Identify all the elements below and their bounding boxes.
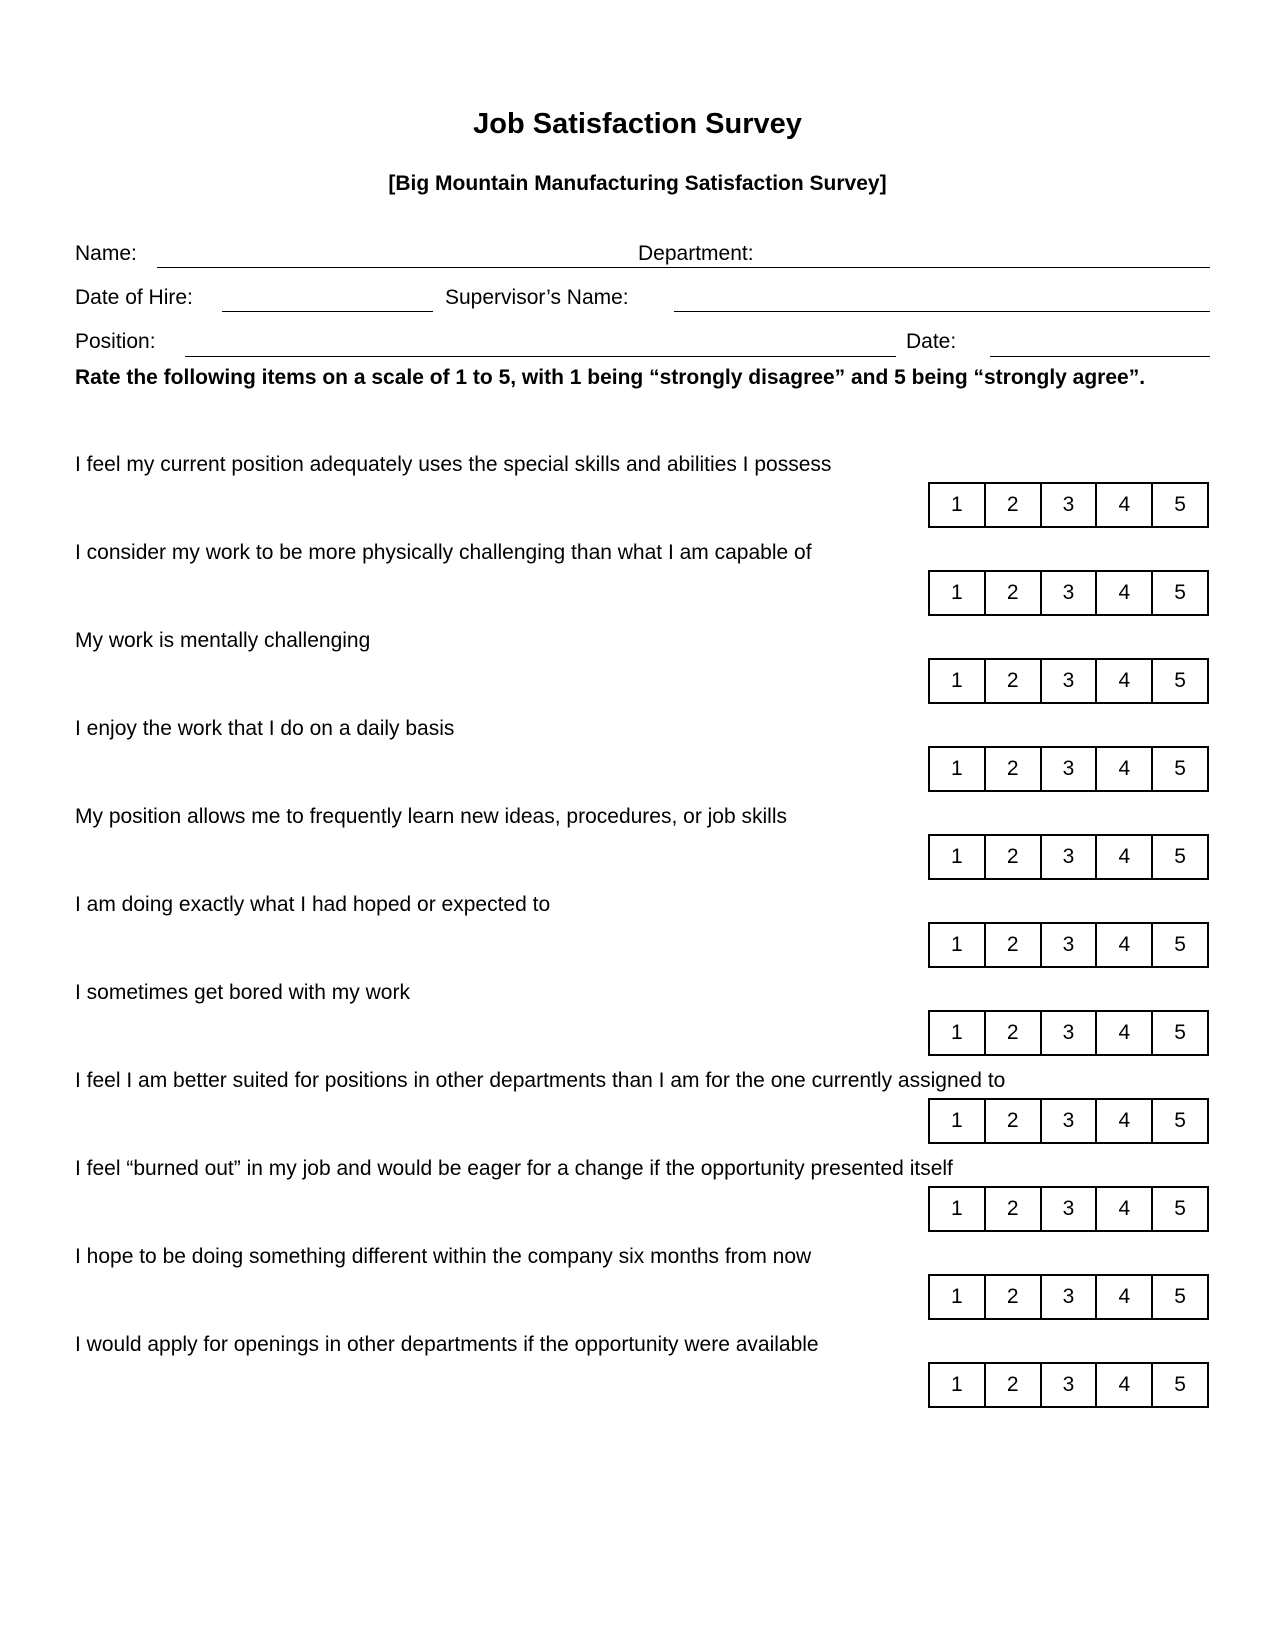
rating-option-5[interactable]: 5 <box>1151 1364 1207 1406</box>
rating-option-5[interactable]: 5 <box>1151 924 1207 966</box>
rating-option-1[interactable]: 1 <box>951 669 963 692</box>
rating-option-2[interactable]: 2 <box>984 660 1040 702</box>
rating-scale <box>928 1010 1209 1056</box>
rating-scale <box>928 746 1209 792</box>
rating-option-2[interactable]: 2 <box>984 748 1040 790</box>
rating-option-1[interactable]: 1 <box>951 1109 963 1132</box>
rating-option-5[interactable]: 5 <box>1151 1012 1207 1054</box>
rating-option-5[interactable]: 5 <box>1151 748 1207 790</box>
rating-option-4[interactable]: 4 <box>1095 1100 1151 1142</box>
supervisor-line[interactable] <box>674 311 1210 312</box>
rating-option-4[interactable]: 4 <box>1095 836 1151 878</box>
rating-option-4[interactable]: 4 <box>1095 1188 1151 1230</box>
rating-option-3[interactable]: 3 <box>1040 1276 1096 1318</box>
rating-option-4[interactable]: 4 <box>1095 1276 1151 1318</box>
rating-option-2[interactable]: 2 <box>984 484 1040 526</box>
rating-option-3[interactable]: 3 <box>1040 836 1096 878</box>
rating-scale <box>928 1362 1209 1408</box>
rating-scale <box>928 1098 1209 1144</box>
rating-scale <box>928 482 1209 528</box>
rating-option-3[interactable]: 3 <box>1040 484 1096 526</box>
rating-option-2[interactable]: 2 <box>984 1100 1040 1142</box>
question-text: I consider my work to be more physically challenging than what I am capable of <box>75 541 812 564</box>
rating-option-1[interactable]: 1 <box>951 845 963 868</box>
position-line[interactable] <box>185 356 896 357</box>
rating-option-5[interactable]: 5 <box>1151 660 1207 702</box>
rating-option-4[interactable]: 4 <box>1095 484 1151 526</box>
rating-option-5[interactable]: 5 <box>1151 1276 1207 1318</box>
rating-option-4[interactable]: 4 <box>1095 748 1151 790</box>
rating-scale <box>928 570 1209 616</box>
department-label: Department: <box>638 242 754 265</box>
rating-option-4[interactable]: 4 <box>1095 572 1151 614</box>
question-text: I sometimes get bored with my work <box>75 981 410 1004</box>
rating-option-5[interactable]: 5 <box>1151 836 1207 878</box>
question-text: I am doing exactly what I had hoped or expected to <box>75 893 551 916</box>
rating-option-2[interactable]: 2 <box>984 1276 1040 1318</box>
rating-option-2[interactable]: 2 <box>984 1012 1040 1054</box>
rating-scale <box>928 1274 1209 1320</box>
rating-option-4[interactable]: 4 <box>1095 660 1151 702</box>
rating-option-3[interactable]: 3 <box>1040 572 1096 614</box>
rating-option-5[interactable]: 5 <box>1151 484 1207 526</box>
supervisor-label: Supervisor’s Name: <box>445 286 629 309</box>
rating-option-3[interactable]: 3 <box>1040 924 1096 966</box>
date-of-hire-label: Date of Hire: <box>75 286 193 309</box>
rating-option-2[interactable]: 2 <box>984 1364 1040 1406</box>
rating-scale <box>928 834 1209 880</box>
page-title: Job Satisfaction Survey <box>473 108 802 140</box>
rating-option-2[interactable]: 2 <box>984 572 1040 614</box>
question-text: I hope to be doing something different within the company six months from now <box>75 1245 812 1268</box>
rating-option-3[interactable]: 3 <box>1040 1188 1096 1230</box>
rating-option-1[interactable]: 1 <box>951 1021 963 1044</box>
rating-option-4[interactable]: 4 <box>1095 924 1151 966</box>
rating-option-2[interactable]: 2 <box>984 924 1040 966</box>
question-text: I feel “burned out” in my job and would be eager for a change if the opportunity presented itself <box>75 1157 953 1180</box>
question-text: I would apply for openings in other departments if the opportunity were available <box>75 1333 819 1356</box>
question-text: I feel I am better suited for positions in other departments than I am for the one currently assigned to <box>75 1069 1006 1092</box>
name-label: Name: <box>75 242 137 265</box>
question-text: I feel my current position adequately uses the special skills and abilities I possess <box>75 453 832 476</box>
rating-option-3[interactable]: 3 <box>1040 1364 1096 1406</box>
rating-scale <box>928 922 1209 968</box>
rating-option-1[interactable]: 1 <box>951 1285 963 1308</box>
rating-option-1[interactable]: 1 <box>951 581 963 604</box>
question-text: I enjoy the work that I do on a daily basis <box>75 717 455 740</box>
date-label: Date: <box>906 330 957 353</box>
rating-option-3[interactable]: 3 <box>1040 1100 1096 1142</box>
name-department-line[interactable] <box>157 267 1210 268</box>
rating-option-5[interactable]: 5 <box>1151 1188 1207 1230</box>
rating-option-3[interactable]: 3 <box>1040 748 1096 790</box>
date-of-hire-line[interactable] <box>222 311 433 312</box>
rating-option-1[interactable]: 1 <box>951 493 963 516</box>
date-line[interactable] <box>990 356 1210 357</box>
rating-scale <box>928 658 1209 704</box>
rating-option-1[interactable]: 1 <box>951 757 963 780</box>
rating-option-4[interactable]: 4 <box>1095 1364 1151 1406</box>
rating-option-2[interactable]: 2 <box>984 1188 1040 1230</box>
question-text: My position allows me to frequently learn new ideas, procedures, or job skills <box>75 805 788 828</box>
rating-scale <box>928 1186 1209 1232</box>
rating-option-1[interactable]: 1 <box>951 933 963 956</box>
survey-subtitle: [Big Mountain Manufacturing Satisfaction Survey] <box>388 172 887 195</box>
instructions: Rate the following items on a scale of 1 to 5, with 1 being “strongly disagree” and 5 being “strongly agree”. <box>75 366 1146 389</box>
rating-option-4[interactable]: 4 <box>1095 1012 1151 1054</box>
rating-option-5[interactable]: 5 <box>1151 572 1207 614</box>
rating-option-1[interactable]: 1 <box>951 1197 963 1220</box>
rating-option-3[interactable]: 3 <box>1040 1012 1096 1054</box>
rating-option-1[interactable]: 1 <box>951 1373 963 1396</box>
rating-option-3[interactable]: 3 <box>1040 660 1096 702</box>
rating-option-2[interactable]: 2 <box>984 836 1040 878</box>
question-text: My work is mentally challenging <box>75 629 371 652</box>
position-label: Position: <box>75 330 156 353</box>
rating-option-5[interactable]: 5 <box>1151 1100 1207 1142</box>
